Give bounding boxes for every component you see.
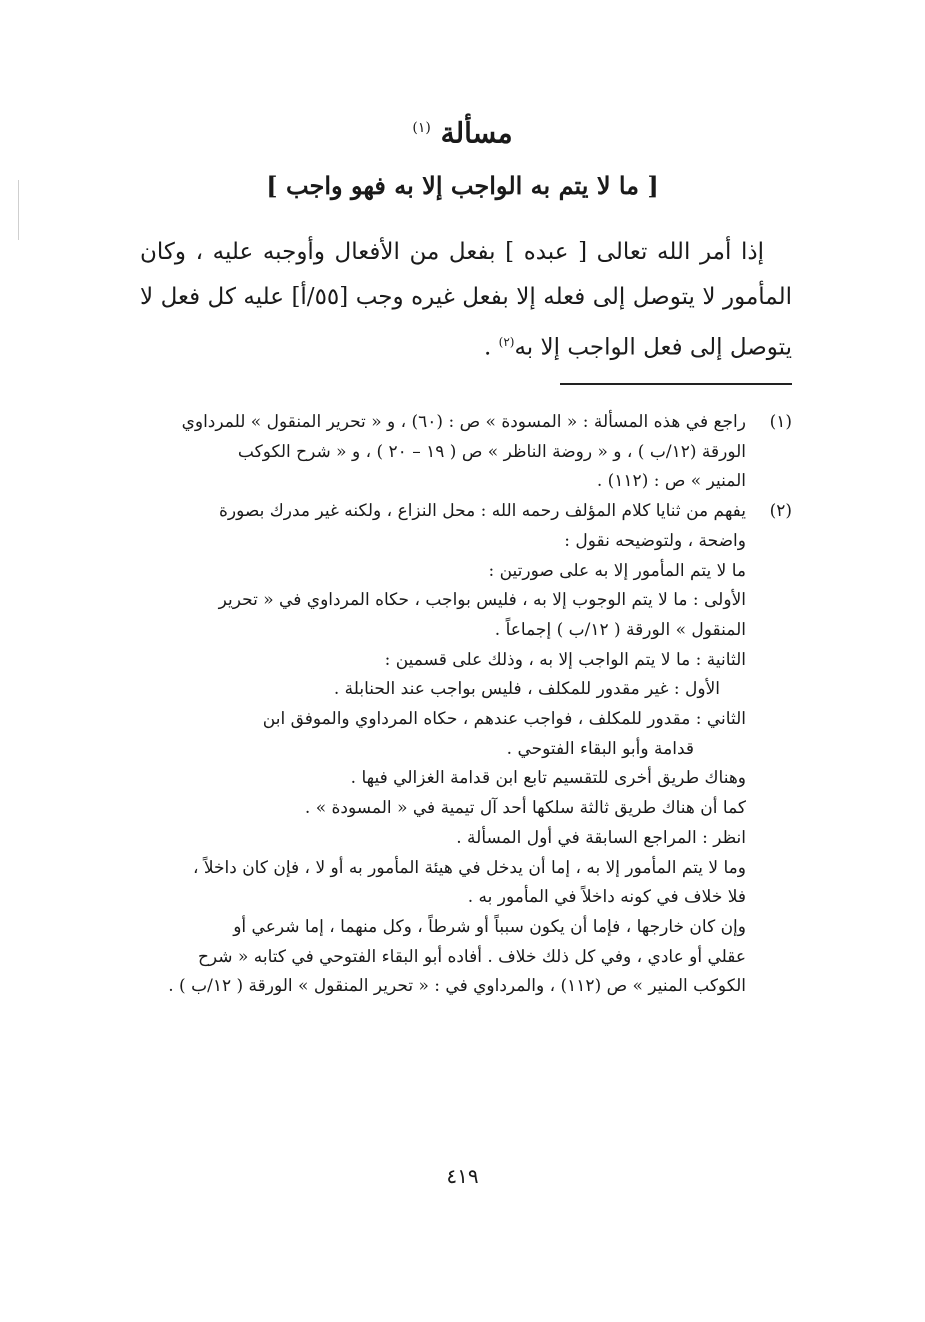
chapter-title-text: مسألة — [440, 116, 513, 150]
footnote-line: المنقول » الورقة ( ١٢/ب ) إجماعاً . — [494, 619, 746, 640]
footnote-2 — [140, 497, 792, 1002]
footnote-line: وإن كان خارجها ، فإما أن يكون سبباً أو شرطاً ، وكل منهما ، إما شرعي أو — [233, 916, 746, 937]
chapter-title — [0, 108, 925, 153]
chapter-subtitle: [ ما لا يتم به الواجب إلا به فهو واجب ] — [266, 171, 659, 200]
footnote-line: الأول : غير مقدور للمكلف ، فليس بواجب عند الحنابلة . — [333, 679, 720, 700]
main-text — [140, 230, 792, 371]
footnote-1 — [140, 408, 792, 497]
footnote-line: قدامة وأبو البقاء الفتوحي . — [506, 738, 694, 759]
footnote-line: انظر : المراجع السابقة في أول المسألة . — [456, 827, 746, 848]
footnote-line: ما لا يتم المأمور إلا به على صورتين : — [488, 560, 746, 581]
footnote-line: الكوكب المنير » ص (١١٢) ، والمرداوي في : « تحرير المنقول » الورقة ( ١٢/ب ) . — [168, 976, 746, 997]
footnote-line: الورقة (١٢/ب ) ، و « روضة الناظر » ص ( ١٩ – ٢٠ ) ، و « شرح الكوكب — [237, 441, 746, 462]
footnote-number: (٢) — [769, 501, 792, 522]
footnote-number: (١) — [769, 412, 792, 432]
main-paragraph-end: . — [484, 334, 499, 361]
footnote-line: وهناك طريق أخرى للتقسيم تابع ابن قدامة الغزالي فيها . — [350, 768, 746, 789]
main-paragraph-text: إذا أمر الله تعالى [ عبده ] بفعل من الأفعال وأوجبه عليه ، وكان المأمور لا يتوصل إلى فعله إلا بفعل غيره وجب [٥٥/أ] عليه كل فعل لا يتوصل إلى فعل الواجب إلا به — [140, 239, 792, 361]
footnote-line: فلا خلاف في كونه داخلاً في المأمور به . — [467, 887, 746, 908]
footnote-line: الثاني : مقدور للمكلف ، فواجب عندهم ، حكاه المرداوي والموفق ابن — [262, 709, 746, 730]
footnotes — [140, 408, 792, 1002]
footnote-line: المنير » ص : (١١٢) . — [596, 471, 746, 492]
footnote-line: كما أن هناك طريق ثالثة سلكها أحد آل تيمية في « المسودة » . — [304, 798, 746, 819]
footnote-line: عقلي أو عادي ، وفي كل ذلك خلاف . أفاده أبو البقاء الفتوحي في كتابه « شرح — [197, 946, 746, 967]
footnote-line: الثانية : ما لا يتم الواجب إلا به ، وذلك على قسمين : — [384, 649, 746, 670]
footnote-line: الأولى : ما لا يتم الوجوب إلا به ، فليس بواجب ، حكاه المرداوي في « تحرير — [218, 590, 746, 611]
main-paragraph-footnote-ref: (٢) — [498, 335, 515, 349]
footnote-line: راجع في هذه المسألة : « المسودة » ص : (٦٠) ، و « تحرير المنقول » للمرداوي — [181, 412, 746, 432]
footnote-line: وما لا يتم المأمور إلا به ، إما أن يدخل في هيئة المأمور به أو لا ، فإن كان داخلاً ، — [192, 857, 746, 878]
chapter-title-footnote-ref: (١) — [412, 120, 431, 136]
main-paragraph — [140, 230, 792, 371]
footnote-line: واضحة ، ولتوضيحه نقول : — [564, 530, 746, 551]
footnote-line: يفهم من ثنايا كلام المؤلف رحمه الله : محل النزاع ، ولكنه غير مدرك بصورة — [219, 501, 746, 522]
page-number: ٤١٩ — [446, 1164, 479, 1188]
footnote-separator — [560, 383, 792, 385]
